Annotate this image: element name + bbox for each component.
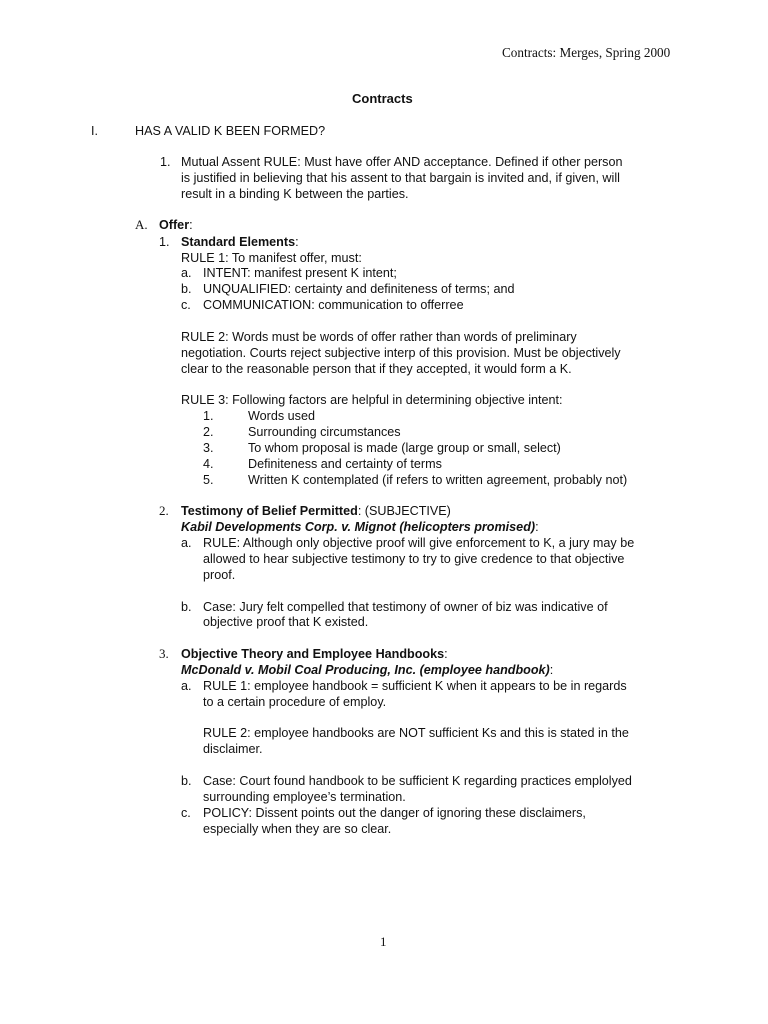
text-line: COMMUNICATION: communication to offerree bbox=[203, 298, 464, 312]
list-letter: c. bbox=[181, 298, 191, 312]
text-line: Case: Court found handbook to be sufficient K regarding practices emplolyed bbox=[203, 774, 632, 788]
text-line: is justified in believing that his assent to that bargain is invited and, if given, will bbox=[181, 171, 620, 185]
list-letter: c. bbox=[181, 806, 191, 820]
text-line: disclaimer. bbox=[203, 742, 263, 756]
text-line: RULE: Although only objective proof will give enforcement to K, a jury may be bbox=[203, 536, 635, 550]
rule-line: RULE 3: Following factors are helpful in determining objective intent: bbox=[181, 393, 563, 407]
text-line: result in a binding K between the parties. bbox=[181, 187, 409, 201]
section-number: I. bbox=[91, 124, 98, 138]
offer-label: Offer bbox=[159, 218, 190, 232]
list-letter: a. bbox=[181, 266, 192, 280]
offer-suffix: : bbox=[189, 218, 193, 232]
list-number: 4. bbox=[203, 457, 214, 471]
case-title: Kabil Developments Corp. v. Mignot (helicopters promised) bbox=[181, 520, 536, 534]
subsection-letter: A. bbox=[135, 217, 148, 232]
text-line: RULE 2: Words must be words of offer rather than words of preliminary bbox=[181, 330, 577, 344]
text-line: Definiteness and certainty of terms bbox=[248, 457, 442, 471]
list-number: 1. bbox=[159, 235, 170, 249]
objective-label: Objective Theory and Employee Handbooks bbox=[181, 647, 445, 661]
list-letter: b. bbox=[181, 600, 192, 614]
case-suffix: : bbox=[549, 663, 554, 677]
text-line: Surrounding circumstances bbox=[248, 425, 401, 439]
text-line: to a certain procedure of employ. bbox=[203, 695, 387, 709]
text-line: Words used bbox=[248, 409, 315, 423]
text-line: Case: Jury felt compelled that testimony of owner of biz was indicative of bbox=[203, 600, 608, 614]
running-header: Contracts: Merges, Spring 2000 bbox=[502, 45, 671, 60]
text-line: clear to the reasonable person that if they accepted, it would form a K. bbox=[181, 362, 572, 376]
text-line: RULE 1: employee handbook = sufficient K when it appears to be in regards bbox=[203, 679, 627, 693]
list-number: 3. bbox=[203, 441, 214, 455]
list-number: 1. bbox=[203, 409, 214, 423]
text-line: Mutual Assent RULE: Must have offer AND acceptance. Defined if other person bbox=[181, 155, 623, 169]
case-name bbox=[181, 519, 539, 535]
text-line: RULE 2: employee handbooks are NOT sufficient Ks and this is stated in the bbox=[203, 726, 629, 740]
subsection-heading bbox=[159, 217, 193, 233]
text-line: allowed to hear subjective testimony to try to give credence to that objective bbox=[203, 552, 625, 566]
text-line: UNQUALIFIED: certainty and definiteness of terms; and bbox=[203, 282, 515, 296]
section-heading: HAS A VALID K BEEN FORMED? bbox=[135, 124, 326, 138]
testimony-label: Testimony of Belief Permitted bbox=[181, 504, 358, 518]
case-name bbox=[181, 662, 553, 678]
text-line: objective proof that K existed. bbox=[203, 615, 369, 629]
page-number: 1 bbox=[380, 934, 387, 949]
text-line: To whom proposal is made (large group or small, select) bbox=[248, 441, 561, 455]
document-title: Contracts bbox=[352, 91, 413, 106]
standard-suffix: : bbox=[295, 235, 299, 249]
list-letter: a. bbox=[181, 536, 192, 550]
text-line: INTENT: manifest present K intent; bbox=[203, 266, 397, 280]
list-number: 1. bbox=[160, 155, 171, 169]
case-title: McDonald v. Mobil Coal Producing, Inc. (employee handbook) bbox=[181, 663, 550, 677]
item-heading bbox=[181, 503, 451, 519]
list-number: 2. bbox=[203, 425, 214, 439]
item-heading bbox=[181, 234, 299, 250]
text-line: Written K contemplated (if refers to written agreement, probably not) bbox=[248, 473, 628, 487]
list-number: 3. bbox=[159, 646, 169, 661]
text-line: POLICY: Dissent points out the danger of ignoring these disclaimers, bbox=[203, 806, 586, 820]
standard-label: Standard Elements bbox=[181, 235, 296, 249]
testimony-suffix: : (SUBJECTIVE) bbox=[357, 504, 451, 518]
list-number: 2. bbox=[159, 503, 169, 518]
list-letter: a. bbox=[181, 679, 192, 693]
objective-suffix: : bbox=[444, 647, 448, 661]
text-line: proof. bbox=[203, 568, 236, 582]
list-letter: b. bbox=[181, 282, 192, 296]
list-letter: b. bbox=[181, 774, 192, 788]
rule-line: RULE 1: To manifest offer, must: bbox=[181, 251, 362, 265]
text-line: surrounding employee’s termination. bbox=[203, 790, 406, 804]
case-suffix: : bbox=[535, 520, 539, 534]
item-heading bbox=[181, 646, 448, 662]
text-line: especially when they are so clear. bbox=[203, 822, 392, 836]
list-number: 5. bbox=[203, 473, 214, 487]
text-line: negotiation. Courts reject subjective interp of this provision. Must be objectively bbox=[181, 346, 621, 360]
